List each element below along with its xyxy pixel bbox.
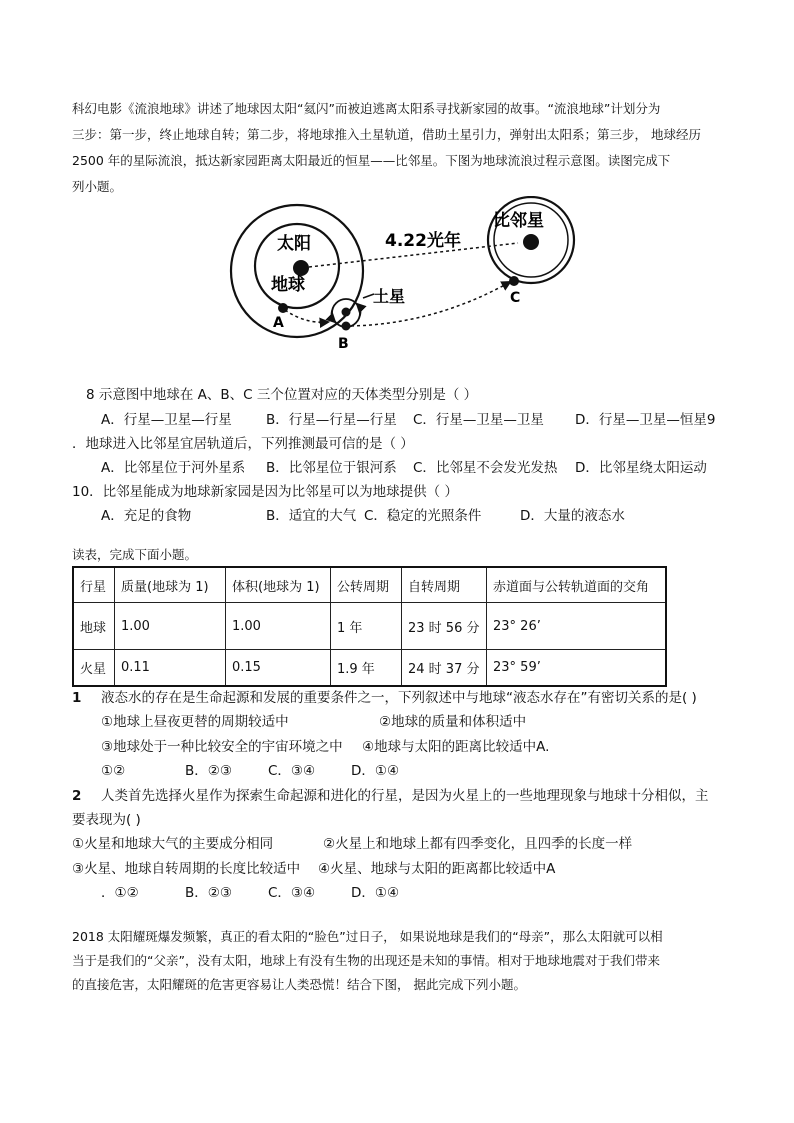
q10-option-b[interactable]: B．适宜的大气 [266, 508, 357, 524]
table-row [73, 650, 666, 687]
table-cell: 23 时 56 分 [402, 603, 487, 650]
q10-option-d[interactable]: D．大量的液态水 [520, 508, 625, 524]
table-cell: 1.00 [226, 603, 331, 650]
point-c-label: C [510, 290, 521, 306]
table-header: 公转周期 [331, 567, 402, 603]
table-cell: 1.9 年 [331, 650, 402, 687]
proxima-label: 比邻星 [493, 211, 544, 231]
q2-statement-3: ③火星、地球自转周期的长度比较适中 [72, 861, 301, 877]
table-cell: 火星 [73, 650, 115, 687]
q1-option-a[interactable]: ①② [101, 763, 126, 779]
q9-option-c[interactable]: C．比邻星不会发光发热 [413, 460, 558, 476]
table-header-row [73, 567, 666, 603]
distance-label: 4.22光年 [385, 231, 461, 251]
q1-statement-2: ②地球的质量和体积适中 [379, 714, 527, 730]
table-header: 体积(地球为 1) [226, 567, 331, 603]
q9-option-a[interactable]: A．比邻星位于河外星系 [101, 460, 246, 476]
table-cell: 1.00 [115, 603, 226, 650]
table-cell: 0.15 [226, 650, 331, 687]
q1-option-b[interactable]: B．②③ [185, 763, 232, 779]
proxima-dot [523, 234, 539, 250]
intro-line-2: 三步：第一步，终止地球自转；第二步，将地球推入土星轨道，借助土星引力，弹射出太阳系；第三步， 地球经历 [72, 127, 701, 142]
sun-label: 太阳 [277, 234, 311, 254]
point-b-label: B [338, 336, 349, 352]
earth-label: 地球 [271, 275, 305, 295]
q8-option-d[interactable]: D．行星—卫星—恒星9 [575, 412, 716, 428]
q9-option-d[interactable]: D．比邻星绕太阳运动 [575, 460, 707, 476]
final-line-1: 2018 太阳耀斑爆发频繁，真正的看太阳的“脸色”过日子， 如果说地球是我们的“母亲”，那么太阳就可以相 [72, 929, 663, 944]
q2-stem-line-2: 要表现为( ) [72, 812, 141, 828]
q10-option-a[interactable]: A．充足的食物 [101, 508, 192, 524]
table-cell: 地球 [73, 603, 115, 650]
q8-option-b[interactable]: B．行星—行星—行星 [266, 412, 397, 428]
table-cell: 1 年 [331, 603, 402, 650]
q2-statement-1: ①火星和地球大气的主要成分相同 [72, 836, 274, 852]
q10-option-c[interactable]: C．稳定的光照条件 [364, 508, 482, 524]
sun-dot [293, 260, 309, 276]
table-cell: 24 时 37 分 [402, 650, 487, 687]
q1-option-c[interactable]: C．③④ [268, 763, 316, 779]
table-cell: 23° 26’ [487, 603, 667, 650]
q1-statement-4: ④地球与太阳的距离比较适中A. [362, 739, 550, 755]
intro-line-3: 2500 年的星际流浪，抵达新家园距离太阳最近的恒星——比邻星。下图为地球流浪过程示意图。读图完成下 [72, 153, 671, 168]
table-cell: 23° 59’ [487, 650, 667, 687]
intro-line-1: 科幻电影《流浪地球》讲述了地球因太阳“氦闪”而被迫逃离太阳系寻找新家园的故事。“流浪地球”计划分为 [72, 101, 661, 116]
table-header: 赤道面与公转轨道面的交角 [487, 567, 667, 603]
q8-stem: 8 示意图中地球在 A、B、C 三个位置对应的天体类型分别是（ ） [86, 387, 478, 403]
q8-option-c[interactable]: C．行星—卫星—卫星 [413, 412, 544, 428]
table-row [73, 603, 666, 650]
table-intro: 读表，完成下面小题。 [72, 547, 198, 562]
q2-option-b[interactable]: B．②③ [185, 885, 232, 901]
q2-option-a[interactable]: ．①② [101, 885, 139, 901]
q9-stem: ．地球进入比邻星宜居轨道后，下列推测最可信的是（ ） [72, 436, 414, 452]
saturn-label: 土星 [373, 287, 406, 306]
q2-number: 2 [72, 788, 82, 804]
final-line-2: 当于是我们的“父亲”，没有太阳，地球上有没有生物的出现还是未知的事情。相对于地球地震对于我们带来 [72, 953, 660, 968]
q2-option-d[interactable]: D．①④ [351, 885, 400, 901]
intro-line-4: 列小题。 [72, 179, 123, 194]
q1-stem: 液态水的存在是生命起源和发展的重要条件之一，下列叙述中与地球“液态水存在”有密切关系的是( ) [101, 690, 697, 706]
earth-wandering-diagram [225, 196, 595, 356]
final-line-3: 的直接危害，太阳耀斑的危害更容易让人类恐慌！结合下图， 据此完成下列小题。 [72, 977, 526, 992]
q8-option-a[interactable]: A．行星—卫星—行星 [101, 412, 232, 428]
q9-option-b[interactable]: B．比邻星位于银河系 [266, 460, 397, 476]
table-header: 质量(地球为 1) [115, 567, 226, 603]
q2-statement-2: ②火星上和地球上都有四季变化，且四季的长度一样 [323, 836, 633, 852]
point-c-dot [509, 276, 519, 286]
q1-statement-1: ①地球上昼夜更替的周期较适中 [101, 714, 289, 730]
point-b-dot [342, 322, 351, 331]
q1-number: 1 [72, 690, 82, 706]
q10-stem: 10．比邻星能成为地球新家园是因为比邻星可以为地球提供（ ） [72, 484, 458, 500]
table-header: 行星 [73, 567, 115, 603]
q2-statement-4: ④火星、地球与太阳的距离都比较适中A [318, 861, 556, 877]
table-header: 自转周期 [402, 567, 487, 603]
q2-stem-line-1: 人类首先选择火星作为探索生命起源和进化的行星，是因为火星上的一些地理现象与地球十分相似，主 [101, 788, 709, 804]
q1-statement-3: ③地球处于一种比较安全的宇宙环境之中 [101, 739, 343, 755]
table-cell: 0.11 [115, 650, 226, 687]
planet-table [72, 566, 667, 687]
q2-option-c[interactable]: C．③④ [268, 885, 316, 901]
saturn-dot [342, 308, 351, 317]
q1-option-d[interactable]: D．①④ [351, 763, 400, 779]
point-a-label: A [273, 315, 284, 331]
